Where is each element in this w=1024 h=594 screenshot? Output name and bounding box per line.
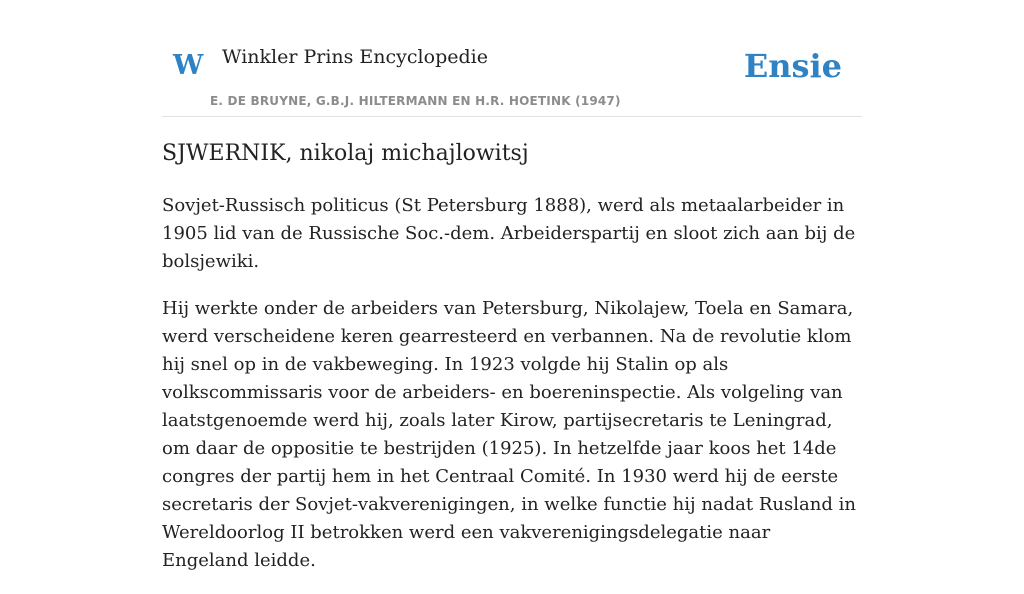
source-authors: E. DE BRUYNE, G.B.J. HILTERMANN EN H.R. HOETINK (1947) bbox=[210, 94, 621, 108]
source-logo-icon: W bbox=[173, 50, 204, 81]
article-body bbox=[162, 192, 862, 594]
article-paragraph: Sovjet-Russisch politicus (St Petersburg 1888), werd als metaalarbeider in 1905 lid van de Russische Soc.-dem. Arbeiderspartij en sloot zich aan bij de bolsjewiki. bbox=[162, 195, 856, 272]
source-title[interactable]: Winkler Prins Encyclopedie bbox=[222, 46, 488, 68]
article-paragraph: Hij werkte onder de arbeiders van Petersburg, Nikolajew, Toela en Samara, werd verscheidene keren gearresteerd en verbannen. Na de revolutie klom hij snel op in de vakbeweging. In 1923 volgde hij Stalin op als volkscommissaris voor de arbeiders- en boereninspectie. Als volgeling van laatstgenoemde werd hij, zoals later Kirow, partijsecretaris te Leningrad, om daar de oppositie te bestrijden (1925). In hetzelfde jaar koos het 14de congres der partij hem in het Centraal Comité. In 1930 werd hij de eerste secretaris der Sovjet-vakverenigingen, in welke functie hij nadat Rusland in Wereldoorlog II betrokken werd een vakverenigingsdelegatie naar Engeland leidde. bbox=[162, 298, 856, 571]
brand-logo[interactable]: Ensie bbox=[743, 47, 842, 85]
source-header bbox=[162, 30, 862, 117]
article-title: SJWERNIK, nikolaj michajlowitsj bbox=[162, 141, 529, 166]
